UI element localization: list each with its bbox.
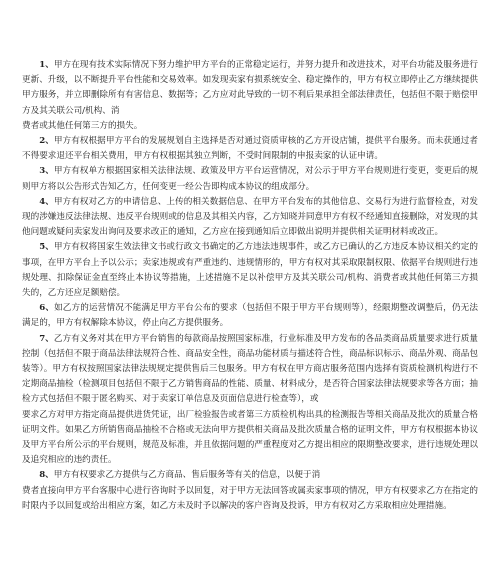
clause-number: 4、 <box>39 196 54 207</box>
clause-number: 5、 <box>39 242 54 253</box>
clause-number: 3、 <box>39 166 54 177</box>
paragraph-text: 费者直接向甲方平台客服中心进行咨询时予以回复，对于甲方无法回答或属卖家事项的情况，甲方有权要求乙方在指定的时限内予以回复或给出相应方案，如乙方未及时予以解决的客户咨询及投诉，甲方有权对乙方采取相应处理措施。 <box>22 485 478 511</box>
paragraph-text: 甲方有权要求乙方提供与乙方商品、售后服务等有关的信息，以便于消 <box>53 470 321 481</box>
paragraph-3 <box>22 164 478 194</box>
paragraph-1 <box>22 58 478 119</box>
paragraph-text: 费者或其他任何第三方的损失。 <box>22 120 143 131</box>
paragraph-text: 如乙方的运营情况不能满足甲方平台公布的要求（包括但不限于甲方平台规则等），经限期整改调整后，仍无法满足的，甲方有权解除本协议，停止向乙方提供服务。 <box>22 303 478 329</box>
paragraph-2 <box>22 134 478 164</box>
clause-number: 2、 <box>39 136 54 147</box>
paragraph-7-continued <box>22 408 478 469</box>
paragraph-text: 要求乙方对甲方指定商品提供进货凭证，出厂检验报告或者第三方质检机构出具的检测报告等相关商品及批次的质量合格证明文件。如果乙方所销售商品抽检不合格或无法向甲方提供相关商品及批次质量合格的证明文件，甲方有权根据本协议及甲方平台所公示的平台规则，规范及标准，并且依据问题的严重程度对乙方提出相应的限期整改要求，进行违规处理以及追究相应的违约责任。 <box>22 409 478 466</box>
paragraph-4 <box>22 195 478 241</box>
paragraph-8 <box>22 468 478 483</box>
clause-number: 1、 <box>39 60 54 70</box>
paragraph-7 <box>22 332 478 408</box>
paragraph-8-continued <box>22 484 478 514</box>
clause-number: 8、 <box>39 470 54 481</box>
paragraph-text: 甲方有权对乙方的申请信息、上传的相关数据信息、在甲方平台发布的其他信息、交易行为进行监督检查，对发现的涉嫌违反法律法规、违反平台规则或的信息及其相关内容，乙方知晓并同意甲方有权不经通知直接删除，对发现的其他问题或疑问卖家发出询问及要求改正的通知，乙方应在接到通知后立即做出说明并提供相关证明材料或改正。 <box>22 196 478 238</box>
clause-number: 7、 <box>39 333 54 344</box>
paragraph-text: 甲方有权根据甲方平台的发展规划自主选择是否对通过资质审核的乙方开设店铺，提供平台服务。而未获通过者不得要求退还平台相关费用，甲方有权根据其独立判断，不受时间限制的申报卖家的认证申请。 <box>22 136 478 162</box>
paragraph-text: 甲方在现有技术实际情况下努力维护甲方平台的正常稳定运行，并努力提升和改进技术，对平台功能及服务进行更新、升级，以不断提升平台性能和交易效率。如发现卖家有损系统安全、稳定操作的，甲方有权立即停止乙方继续提供甲方服务，并立即删除所有有害信息、数据等；乙方应对此导致的一切不利后果承担全部法律责任，包括但不限于赔偿甲方及其关联公司/机构、消 <box>22 60 478 116</box>
paragraph-text: 乙方有义务对其在甲方平台销售的每款商品按照国家标准，行业标准及甲方发布的各品类商品质量要求进行质量控制（包括但不限于商品法律法规符合性、商品安全性，商品功能材质与描述符合性，商品标识标示、商品外观、商品包装等）。甲方有权按照国家法律法规规定提供售后三包服务。甲方有权在甲方商店服务范围内选择有资质检测机构进行不定期商品抽检（检测项目包括但不限于乙方销售商品的性能、质量、材料成分，是否符合国家法律法规要求等各方面；抽检方式包括但不限于匿名购买、对于卖家订单信息及页面信息进行检查等），或 <box>22 333 478 405</box>
paragraph-6 <box>22 301 478 331</box>
paragraph-text: 甲方有权将国家生效法律文书或行政文书确定的乙方违法违规事件，或乙方已确认的乙方违反本协议相关约定的事项，在甲方平台上予以公示；卖家违规或有严重违约、违规情形的，甲方有权对其采取限制权限、依据平台规则进行违规处理、扣除保证金直至终止本协议等措施，上述措施不足以补偿甲方及其关联公司/机构、消费者或其他任何第三方损失的，乙方还应足额赔偿。 <box>22 242 478 299</box>
clause-number: 6、 <box>39 303 55 314</box>
paragraph-text: 甲方有权单方根据国家相关法律法规、政策及甲方平台运营情况，对公示于甲方平台规则进行变更，变更后的规则甲方将以公告形式告知乙方，任何变更一经公告即构成本协议的组成部分。 <box>22 166 478 192</box>
paragraph-1-continued <box>22 119 478 134</box>
paragraph-5 <box>22 240 478 301</box>
